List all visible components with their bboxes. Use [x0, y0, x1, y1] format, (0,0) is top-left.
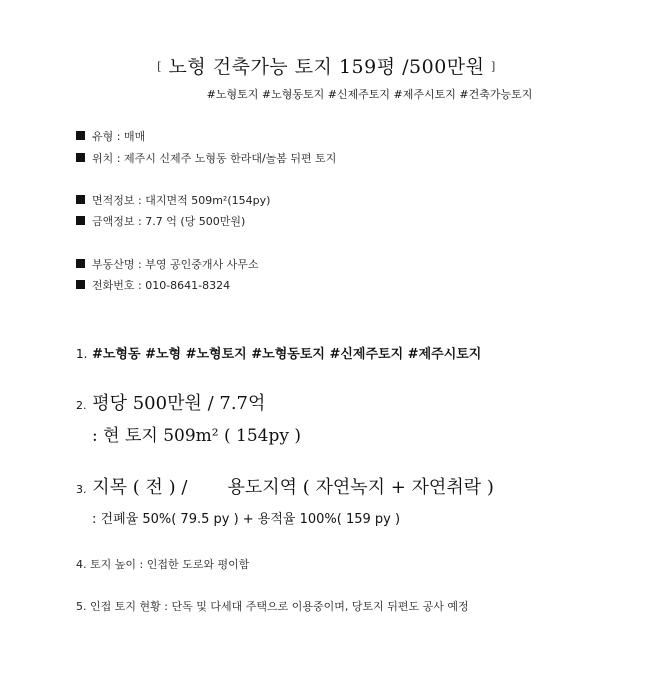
- section-5: [76, 598, 469, 614]
- hashtags: #노형토지 #노형동토지 #신제주토지 #제주시토지 #건축가능토지: [206, 88, 533, 101]
- section-2-number: 2.: [76, 399, 87, 412]
- section-1-text: #노형동 #노형 #노형토지 #노형동토지 #신제주토지 #제주시토지: [91, 347, 482, 362]
- title-bracket-close: ]: [491, 60, 496, 73]
- info-phone: [76, 277, 230, 293]
- bullet-square-icon: [76, 216, 85, 225]
- section-3-number: 3.: [76, 483, 87, 496]
- bullet-square-icon: [76, 280, 85, 289]
- section-3-line1-text: 지목 ( 전 ) / 용도지역 ( 자연녹지 + 자연취락 ): [92, 477, 494, 498]
- bullet-square-icon: [76, 131, 85, 140]
- section-4: [76, 556, 249, 572]
- info-agency: [76, 256, 258, 272]
- section-4-text: 토지 높이 : 인접한 도로와 평이함: [90, 558, 250, 571]
- info-phone-text: 전화번호 : 010-8641-8324: [92, 279, 231, 292]
- info-price: [76, 213, 245, 229]
- section-3-line2: : 건폐율 50%( 79.5 py ) + 용적율 100%( 159 py ): [92, 512, 401, 527]
- info-area: [76, 192, 270, 208]
- section-2-line2: : 현 토지 509m² ( 154py ): [92, 426, 301, 446]
- info-type: [76, 128, 145, 144]
- title-bracket-open: [: [157, 60, 162, 73]
- info-area-text: 면적정보 : 대지면적 509m²(154py): [92, 194, 271, 207]
- section-3-line1: [76, 473, 494, 499]
- title-text: 노형 건축가능 토지 159평 /500만원: [168, 56, 485, 78]
- info-price-text: 금액정보 : 7.7 억 (당 500만원): [92, 215, 246, 228]
- bullet-square-icon: [76, 195, 85, 204]
- listing-title: [0, 52, 653, 79]
- section-1-number: 1.: [76, 347, 88, 361]
- section-4-number: 4.: [76, 558, 87, 571]
- info-location-text: 위치 : 제주시 신제주 노형동 한라대/놀봄 뒤편 토지: [92, 152, 337, 165]
- bullet-square-icon: [76, 153, 85, 162]
- bullet-square-icon: [76, 259, 85, 268]
- section-5-text: 인접 토지 현황 : 단독 및 다세대 주택으로 이용중이며, 당토지 뒤편도 공사 예정: [90, 600, 469, 613]
- info-agency-text: 부동산명 : 부영 공인중개사 사무소: [92, 258, 259, 271]
- section-2-line1-text: 평당 500만원 / 7.7억: [92, 393, 266, 414]
- section-1: [76, 343, 481, 362]
- info-type-text: 유형 : 매매: [92, 130, 146, 143]
- section-2-line1: [76, 389, 265, 415]
- info-location: [76, 150, 336, 166]
- section-5-number: 5.: [76, 600, 87, 613]
